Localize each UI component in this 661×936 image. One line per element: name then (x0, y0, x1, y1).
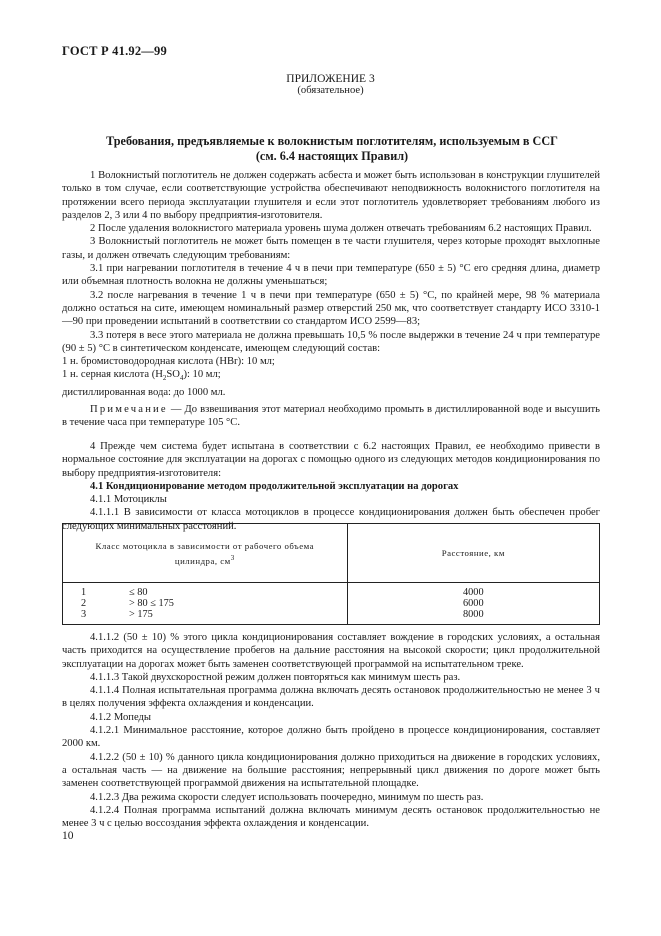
appendix-subtitle: (обязательное) (297, 85, 364, 96)
paragraph-4-1-1-2: 4.1.1.2 (50 ± 10) % этого цикла кондиционирования составляет вождение в городских условиях, а остальная часть приходится на осуществление пробегов на дальние расстояния на высокой скорости; цикл продолжительной эксплуатации на дорогах может быть заменен соответствующей программой на испытательном треке. (62, 632, 600, 670)
table-row: 2 > 80 ≤ 175 (81, 598, 174, 609)
paragraph-4-1-1-3: 4.1.1.3 Такой двухскоростной режим должен повторяться как минимум шесть раз. (90, 671, 461, 683)
paragraph-3-1: 3.1 при нагревании поглотителя в течение 4 ч в печи при температуре (650 ± 5) °С его средняя длина, диаметр или объемная плотность волокна не должны уменьшаться; (62, 263, 600, 288)
paragraph-3-2: 3.2 после нагревания в течение 1 ч в печи при температуре (650 ± 5) °С, по крайней мере, 98 % материала должно остаться на сите, имеющем номинальный размер отверстий 250 мк, что соответствует стандарту ИСО 3310-1—90 при проведении испытаний в соответствии со стандартом ИСО 2599—83; (62, 289, 600, 328)
reagent-line-1: 1 н. бромистоводородная кислота (HBr): 10 мл; (62, 356, 275, 368)
note-label: Примечание (90, 404, 168, 415)
body-text-middle (62, 440, 600, 533)
table-header-distance: Расстояние, км (347, 524, 599, 583)
table-class-cell (63, 583, 348, 625)
paragraph-4-1-2: 4.1.2 Мопеды (90, 711, 152, 723)
note-block (62, 403, 600, 430)
note-text: — До взвешивания этот материал необходимо промыть в дистиллированной воде и высушить в течение часа при температуре 105 °С. (62, 404, 600, 429)
paragraph-4-1-1-4: 4.1.1.4 Полная испытательная программа должна включать десять остановок продолжительностью не менее 3 ч в целях получения эффекта охлаждения и конденсации. (62, 685, 600, 710)
standard-header: ГОСТ Р 41.92—99 (62, 44, 167, 58)
paragraph-3-3: 3.3 потеря в весе этого материала не должна превышать 10,5 % после выдержки в течение 24 ч при температуре (90 ± 5) °С в синтетическом конденсате, имеющем следующий состав: (62, 329, 600, 354)
reagent-line-3: дистиллированная вода: до 1000 мл. (62, 386, 226, 398)
paragraph-4: 4 Прежде чем система будет испытана в соответствии с 6.2 настоящих Правил, ее необходимо привести в нормальное состояние для эксплуатации на дорогах с помощью одного из следующих методов кондиционирования по выбору предприятия-изготовителя: (62, 441, 600, 479)
section-title-line2: (см. 6.4 настоящих Правил) (255, 149, 409, 163)
paragraph-4-1-2-4: 4.1.2.4 Полная программа испытаний должна включать минимум десять остановок продолжительностью не менее 3 ч с целью воссоздания эффекта охлаждения и конденсации. (62, 804, 600, 830)
paragraph-4-1-1: 4.1.1 Мотоциклы (90, 494, 167, 506)
page-number: 10 (62, 830, 74, 842)
section-title (62, 134, 602, 164)
paragraph-4-1-2-2: 4.1.2.2 (50 ± 10) % данного цикла кондиционирования должно приходиться на движение в городских условиях, а остальная часть — на движение на большие расстояния; непрерывный цикл движения по дороге может быть заменен соответствующей программой движения на испытательной площадке. (62, 751, 600, 790)
paragraph-4-1-1-1: 4.1.1.1 В зависимости от класса мотоциклов в процессе кондиционирования должен быть обеспечен пробег следующих минимальных расстояний. (62, 507, 600, 532)
paragraph-2: 2 После удаления волокнистого материала уровень шума должен отвечать требованиям 6.2 настоящих Правил. (90, 223, 592, 235)
reagent-line-2: 1 н. серная кислота $(H_2SO_4)$: 10 мл; (62, 369, 221, 383)
table-header-class: Класс мотоцикла в зависимости от рабочего объема цилиндра, $см^3$ (63, 524, 348, 583)
table-row: 1 ≤ 80 (81, 587, 148, 598)
table-distance-cell: 4000 6000 8000 (347, 583, 599, 625)
paragraph-4-1-2-3: 4.1.2.3 Два режима скорости следует использовать поочередно, минимум по шесть раз. (90, 791, 484, 803)
table-body-row (63, 583, 600, 625)
paragraph-1: 1 Волокнистый поглотитель не должен содержать асбеста и может быть использован в конструкции глушителей только в том случае, если соответствующие устройства обеспечивают неподвижность волокнистого поглотителя на протяжении всего периода эксплуатации глушителя и если этот поглотитель удовлетворяет требованиям любого из разделов 2, 3 или 4 по выбору предприятия-изготовителя. (62, 170, 600, 221)
table-header-row (63, 524, 600, 583)
distance-table (62, 523, 600, 625)
paragraph-3: 3 Волокнистый поглотитель не может быть помещен в те части глушителя, через которые проходят выхлопные газы, и должен отвечать следующим требованиям: (62, 236, 600, 261)
appendix-title: ПРИЛОЖЕНИЕ 3 (286, 73, 375, 85)
body-text-lower (62, 631, 600, 830)
paragraph-4-1-2-1: 4.1.2.1 Минимальное расстояние, которое должно быть пройдено в процессе кондиционирования, составляет 2000 км. (62, 725, 600, 750)
table-row: 3 > 175 (81, 609, 153, 620)
section-title-line1: Требования, предъявляемые к волокнистым поглотителям, используемым в ССГ (106, 134, 558, 148)
body-text-upper (62, 169, 600, 399)
paragraph-4-1-title: 4.1 Кондиционирование методом продолжительной эксплуатации на дорогах (90, 480, 459, 492)
